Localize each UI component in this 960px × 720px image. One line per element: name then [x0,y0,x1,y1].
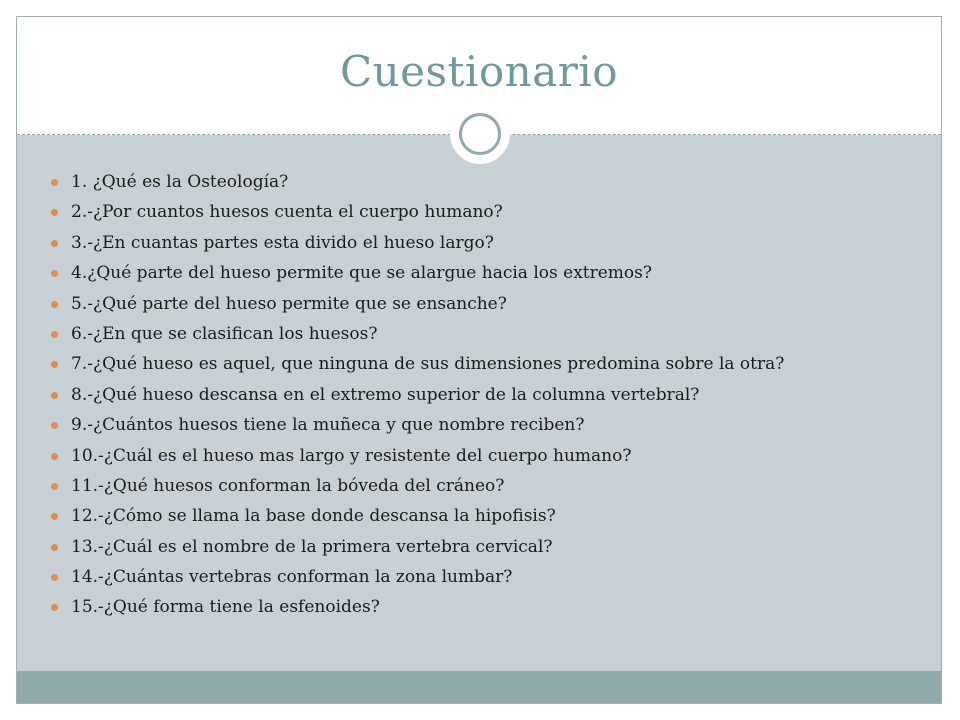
question-text: 5.-¿Qué parte del hueso permite que se ensanche? [71,293,507,314]
list-item [47,410,917,440]
bullet-icon [51,392,58,399]
bullet-icon [51,301,58,308]
bullet-icon [51,179,58,186]
bullet-icon [51,270,58,277]
question-text: 11.-¿Qué huesos conforman la bóveda del cráneo? [71,475,505,496]
list-item [47,167,917,197]
question-text: 9.-¿Cuántos huesos tiene la muñeca y que nombre reciben? [71,415,585,436]
circle-ornament-icon [450,104,510,164]
question-text: 6.-¿En que se clasifican los huesos? [71,323,378,344]
bullet-icon [51,604,58,611]
list-item [47,441,917,471]
list-item [47,592,917,622]
bullet-icon [51,544,58,551]
bullet-icon [51,422,58,429]
question-text: 7.-¿Qué hueso es aquel, que ninguna de sus dimensiones predomina sobre la otra? [71,354,785,375]
list-item [47,319,917,349]
bullet-icon [51,483,58,490]
list-item [47,532,917,562]
question-text: 8.-¿Qué hueso descansa en el extremo superior de la columna vertebral? [71,384,700,405]
question-text: 4.¿Qué parte del hueso permite que se alargue hacia los extremos? [71,263,653,284]
question-text: 15.-¿Qué forma tiene la esfenoides? [71,597,380,618]
list-item [47,289,917,319]
question-text: 1. ¿Qué es la Osteología? [71,172,289,192]
list-item [47,501,917,531]
bullet-icon [51,240,58,247]
bullet-icon [51,361,58,368]
bullet-icon [51,513,58,520]
footer-band [17,671,941,704]
list-item [47,349,917,379]
bullet-icon [51,574,58,581]
list-item [47,228,917,258]
list-item [47,471,917,501]
question-text: 13.-¿Cuál es el nombre de la primera vertebra cervical? [71,536,553,557]
list-item [47,562,917,592]
list-item [47,197,917,227]
bullet-icon [51,453,58,460]
question-text: 14.-¿Cuántas vertebras conforman la zona lumbar? [71,567,513,588]
question-text: 2.-¿Por cuantos huesos cuenta el cuerpo humano? [71,202,503,223]
bullet-icon [51,209,58,216]
slide-title: Cuestionario [339,47,619,96]
question-text: 12.-¿Cómo se llama la base donde descansa la hipofisis? [71,506,556,527]
list-item [47,258,917,288]
slide [16,16,942,704]
question-text: 3.-¿En cuantas partes esta divido el hueso largo? [71,232,494,253]
list-item [47,380,917,410]
circle-ornament-inner [459,113,501,155]
bullet-icon [51,331,58,338]
question-text: 10.-¿Cuál es el hueso mas largo y resistente del cuerpo humano? [71,445,632,466]
question-list [47,167,917,623]
